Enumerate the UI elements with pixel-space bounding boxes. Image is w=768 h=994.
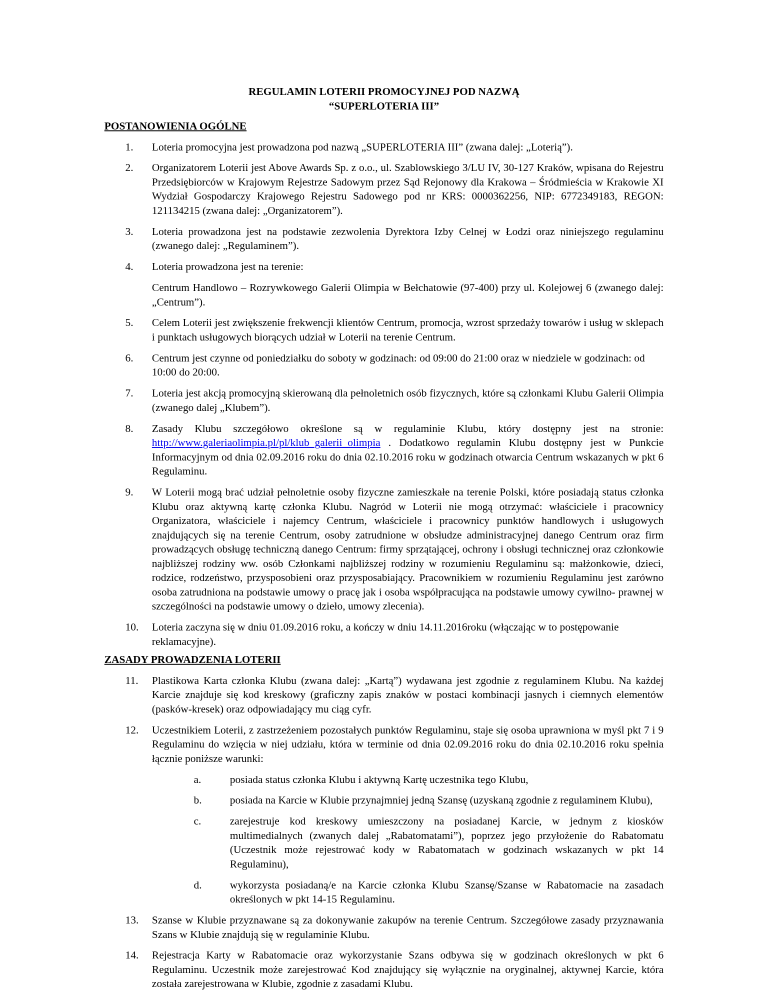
sub-item-text: zarejestruje kod kreskowy umieszczony na posiadanej Karcie, w jednym z kiosków multimedialnych (zwanych dalej „Rabatomatami”), poprzez jego przyłożenie do Rabatomatu (Uczestnik może rejestrować kody w Rabatomatach w godzinach wskazanych w pkt 14 Regulaminu), xyxy=(229,816,664,871)
sub-item-letter: a. xyxy=(193,774,202,786)
item-number: 11. xyxy=(125,675,139,687)
list-item-13 xyxy=(125,914,663,943)
item-number: 12. xyxy=(125,724,139,737)
item-number: 3. xyxy=(125,226,134,238)
section-heading-general: POSTANOWIENIA OGÓLNE xyxy=(104,120,247,133)
club-rules-link[interactable]: http://www.galeriaolimpia.pl/pl/klub_galerii_olimpia xyxy=(151,437,381,449)
item-text: Celem Loterii jest zwiększenie frekwencji klientów Centrum, promocja, wzrost sprzedaży towarów i usług w sklepach i punktach usługowych biorących udział w Loterii na terenie Centrum. xyxy=(151,317,664,344)
item-number: 7. xyxy=(125,388,134,400)
document-title-line2: “SUPERLOTERIA III” xyxy=(328,100,440,113)
item-text: Plastikowa Karta członka Klubu (zwana dalej: „Kartą”) wydawana jest zgodnie z regulaminem Klubu. Na każdej Karcie znajduje się kod kreskowy (graficzny zapis znaków w postaci kombinacji jasnych i ciemnych elementów (pasków-kresek) oraz odpowiadający mu ciąg cyfr. xyxy=(151,675,664,716)
list-item-14 xyxy=(125,949,663,992)
item-number: 10. xyxy=(125,622,139,634)
item-number: 14. xyxy=(125,950,139,962)
list-item-5 xyxy=(125,317,663,346)
sub-item-text: posiada na Karcie w Klubie przynajmniej jedną Szansę (uzyskaną zgodnie z regulaminem Klubu), xyxy=(229,795,653,807)
item-text-a: Zasady Klubu szczegółowo określone są w regulaminie Klubu, który dostępny jest na stronie: xyxy=(151,423,664,435)
item-number: 13. xyxy=(125,914,139,927)
sub-item-a xyxy=(194,773,664,787)
sub-item-letter: d. xyxy=(193,879,202,892)
sub-item-b xyxy=(194,794,664,808)
item-number: 4. xyxy=(125,261,134,273)
item-text: Loteria promocyjna jest prowadzona pod nazwą „SUPERLOTERIA III” (zwana dalej: „Loterią”). xyxy=(151,141,573,154)
list-item-11 xyxy=(125,674,663,717)
item-number: 1. xyxy=(125,141,134,154)
item-text: W Loterii mogą brać udział pełnoletnie osoby fizyczne zamieszkałe na terenie Polski, które posiadają status członka Klubu oraz aktywną kartę członka Klubu. Nagród w Loterii nie mogą otrzymać: właściciele i pracownicy Organizatora, właściciele i najemcy Centrum, właściciele i pracownicy punktów handlowych i usługowych znajdujących się na terenie Centrum, osoby zatrudnione w obsłudze administracyjnej danego Centrum oraz firm prowadzących obsługę techniczną danego Centrum: firmy sprzątającej, ochrony i obsługi technicznej oraz członkowie najbliższej rodziny ww. osób Członkami najbliższej rodziny w rozumieniu Regulaminu są: małżonkowie, dzieci, rodzice, rodzeństwo, przysposobieni oraz przysposabiający. Pracownikiem w rozumieniu Regulaminu jest zarówno osoba zatrudniona na podstawie umowy o pracę jak i osoba współpracująca na podstawie umowy cywilno- prawnej w szczególności na podstawie umowy o dzieło, umowy zlecenia). xyxy=(151,486,664,613)
sub-item-letter: c. xyxy=(193,816,202,828)
item-text: Szanse w Klubie przyznawane są za dokonywanie zakupów na terenie Centrum. Szczegółowe zasady przyznawania Szans w Klubie znajdują się w regulaminie Klubu. xyxy=(151,914,664,941)
item-number: 8. xyxy=(125,423,134,435)
item-number: 5. xyxy=(125,317,134,330)
item-text: Loteria zaczyna się w dniu 01.09.2016 roku, a kończy w dniu 14.11.2016roku (włączając w to postępowanie reklamacyjne). xyxy=(151,622,619,648)
list-item-9 xyxy=(125,486,663,614)
item-text: Rejestracja Karty w Rabatomacie oraz wykorzystanie Szans odbywa się w godzinach określonych w pkt 6 Regulaminu. Uczestnik może zarejestrować Kod znajdujący się wyłącznie na oryginalnej, aktywnej Karcie, która została zarejestrowana w Klubie, zgodnie z zasadami Klubu. xyxy=(151,950,664,991)
item-text: Loteria jest akcją promocyjną skierowaną dla pełnoletnich osób fizycznych, które są członkami Klubu Galerii Olimpia (zwanego dalej „Klubem”). xyxy=(151,388,664,414)
list-item-8 xyxy=(125,422,663,479)
section-heading-rules: ZASADY PROWADZENIA LOTERII xyxy=(104,654,281,666)
list-item-12 xyxy=(125,724,663,767)
item-text: Loteria prowadzona jest na terenie: xyxy=(151,261,304,273)
sub-item-text: wykorzysta posiadaną/e na Karcie członka Klubu Szansę/Szanse w Rabatomacie na zasadach określonych w pkt 14-15 Regulaminu. xyxy=(229,879,664,906)
list-item-2 xyxy=(125,162,663,219)
sub-item-c xyxy=(194,815,664,872)
item-text-b: . Dodatkowo regulamin Klubu dostępny jest w Punkcie Informacyjnym od dnia 02.09.2016 roku do dnia 02.10.2016 roku w godzinach otwarcia Centrum wskazanych w pkt 6 Regulaminu. xyxy=(151,437,664,478)
location-text: Centrum Handlowo – Rozrywkowego Galerii Olimpia w Bełchatowie (97-400) przy ul. Kolejowej 6 (zwanego dalej: „Centrum”). xyxy=(151,282,664,309)
list-item-4 xyxy=(125,261,663,275)
item-number: 6. xyxy=(125,352,134,365)
list-item-6 xyxy=(125,352,663,381)
item-text xyxy=(152,422,664,479)
sub-item-text: posiada status członka Klubu i aktywną Kartę uczestnika tego Klubu, xyxy=(229,774,529,786)
list-item-10 xyxy=(125,621,663,650)
item-number: 9. xyxy=(125,486,134,499)
list-item-1 xyxy=(125,141,663,155)
sub-item-d xyxy=(194,879,664,908)
sub-item-letter: b. xyxy=(193,795,202,807)
item-text: Organizatorem Loterii jest Above Awards Sp. z o.o., ul. Szablowskiego 3/LU IV, 30-127 Kraków, wpisana do Rejestru Przedsiębiorców w Krajowym Rejestrze Sadowym przez Sąd Rejonowy dla Krakowa – Śródmieścia w Krakowie XI Wydział Gospodarczy Krajowego Rejestru Sadowego pod nr KRS: 0000362256, NIP: 6772349183, REGON: 121134215 (zwana dalej: „Organizatorem”). xyxy=(151,162,664,217)
item-text: Uczestnikiem Loterii, z zastrzeżeniem pozostałych punktów Regulaminu, staje się osoba uprawniona w myśl pkt 7 i 9 Regulaminu do wzięcia w niej udziału, która w terminie od dnia 02.09.2016 roku do dnia 02.10.2016 roku spełnia łącznie poniższe warunki: xyxy=(151,724,664,765)
item-text: Centrum jest czynne od poniedziałku do soboty w godzinach: od 09:00 do 21:00 oraz w niedziele w godzinach: od 10:00 do 20:00. xyxy=(151,352,645,379)
item-text: Loteria prowadzona jest na podstawie zezwolenia Dyrektora Izby Celnej w Łodzi oraz niniejszego regulaminu (zwanego dalej: „Regulaminem”). xyxy=(151,226,664,253)
item-number: 2. xyxy=(125,162,134,175)
list-item-3 xyxy=(125,225,663,254)
document-title-line1: REGULAMIN LOTERII PROMOCYJNEJ POD NAZWĄ xyxy=(248,86,520,98)
list-item-7 xyxy=(125,387,663,416)
